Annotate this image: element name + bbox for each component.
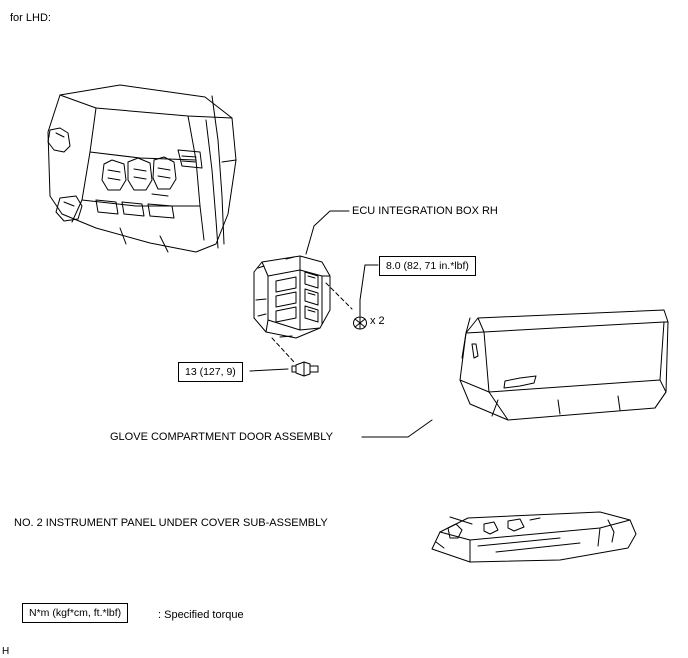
torque-spec-upper: 8.0 (82, 71 in.*lbf) <box>379 256 476 276</box>
leader-torque-upper <box>360 265 378 316</box>
page-heading: for LHD: <box>10 12 51 24</box>
leader-ecu-label <box>306 211 349 254</box>
bolt-upper <box>354 317 367 329</box>
assembly-line-lower <box>272 338 294 362</box>
quantity-label-x2: x 2 <box>370 315 385 327</box>
label-ecu-integration-box: ECU INTEGRATION BOX RH <box>352 205 498 217</box>
ecu-integration-box-illustration <box>254 256 330 338</box>
legend-unit-box: N*m (kgf*cm, ft.*lbf) <box>22 603 128 623</box>
label-glove-compartment-door: GLOVE COMPARTMENT DOOR ASSEMBLY <box>110 431 333 443</box>
glove-compartment-door-illustration <box>460 310 668 420</box>
legend-note: : Specified torque <box>158 609 244 621</box>
under-cover-illustration <box>432 512 636 562</box>
torque-spec-lower: 13 (127, 9) <box>178 362 243 382</box>
bolt-lower <box>292 362 318 376</box>
leader-torque-lower <box>250 369 288 371</box>
label-under-cover-subassembly: NO. 2 INSTRUMENT PANEL UNDER COVER SUB-ASSEMBLY <box>14 517 328 529</box>
leader-glove-label <box>362 420 432 437</box>
footer-mark: H <box>2 646 10 657</box>
instrument-panel-illustration <box>48 85 236 252</box>
